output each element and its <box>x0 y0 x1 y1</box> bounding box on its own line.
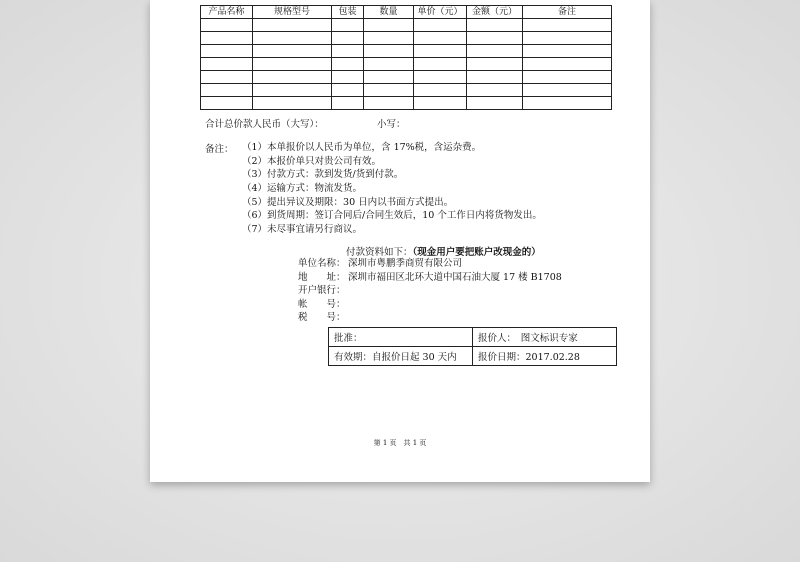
table-cell <box>414 71 467 84</box>
note-item: （6）到货周期：签订合同后/合同生效后，10 个工作日内将货物发出。 <box>242 210 542 222</box>
table-cell <box>201 97 253 110</box>
payment-tax-row <box>298 311 562 325</box>
table-cell <box>253 45 332 58</box>
table-header-cell: 规格型号 <box>253 6 332 19</box>
table-row <box>201 45 612 58</box>
table-row <box>201 58 612 71</box>
table-cell <box>201 71 253 84</box>
payment-bank-row <box>298 284 562 298</box>
table-cell <box>201 19 253 32</box>
total-label: 合计总价款人民币（大写）： <box>205 119 324 130</box>
payment-title-note: （现金用户要把账户改现金的） <box>412 247 541 258</box>
table-cell <box>201 84 253 97</box>
table-header-cell: 数量 <box>364 6 414 19</box>
total-line <box>205 116 406 130</box>
table-cell <box>332 19 364 32</box>
table-cell <box>364 45 414 58</box>
table-cell <box>253 84 332 97</box>
table-row <box>201 84 612 97</box>
table-cell <box>467 71 523 84</box>
payment-address-row <box>298 271 562 285</box>
table-cell <box>467 84 523 97</box>
table-cell <box>467 19 523 32</box>
note-item: （1）本单报价以人民币为单位，含 17%税，含运杂费。 <box>242 142 482 153</box>
table-cell <box>253 71 332 84</box>
table-cell <box>201 32 253 45</box>
table-cell <box>253 32 332 45</box>
approve-cell: 批准： <box>329 328 473 347</box>
note-item: （7）未尽事宜请另行商议。 <box>242 224 363 236</box>
notes-list <box>242 141 582 237</box>
payment-info <box>298 257 562 325</box>
note-item: （4）运输方式：物流发货。 <box>242 183 363 195</box>
bank-label: 开户银行： <box>298 285 346 296</box>
table-cell <box>364 84 414 97</box>
approval-table <box>328 327 617 366</box>
table-cell <box>414 97 467 110</box>
table-cell <box>523 58 612 71</box>
table-header-cell: 产品名称 <box>201 6 253 19</box>
payment-title <box>346 244 541 258</box>
table-cell <box>414 45 467 58</box>
table-cell <box>414 32 467 45</box>
table-cell <box>414 19 467 32</box>
table-cell <box>332 97 364 110</box>
table-cell <box>364 97 414 110</box>
payment-title-text: 付款资料如下： <box>346 247 413 258</box>
table-cell <box>201 45 253 58</box>
table-header-cell: 金额（元） <box>467 6 523 19</box>
table-cell <box>253 97 332 110</box>
table-cell <box>414 84 467 97</box>
table-cell <box>332 71 364 84</box>
payment-unit-row <box>298 257 562 271</box>
table-cell <box>364 71 414 84</box>
page-footer: 第 1 页 共 1 页 <box>373 439 427 447</box>
unit-value: 深圳市粤鹏季商贸有限公司 <box>348 258 463 269</box>
table-header-cell: 备注 <box>523 6 612 19</box>
table-cell <box>364 19 414 32</box>
table-row <box>201 32 612 45</box>
quoter-cell: 报价人： 图文标识专家 <box>473 328 617 347</box>
table-cell <box>467 45 523 58</box>
approval-row <box>329 328 617 347</box>
table-cell <box>523 97 612 110</box>
note-item: （2）本报价单只对贵公司有效。 <box>242 155 382 167</box>
table-cell <box>523 19 612 32</box>
approval-row <box>329 347 617 366</box>
account-label: 帐 号： <box>298 298 346 310</box>
table-cell <box>364 32 414 45</box>
payment-account-row <box>298 298 562 312</box>
table-header-row <box>201 6 612 19</box>
unit-label: 单位名称： <box>298 258 346 269</box>
table-cell <box>253 58 332 71</box>
table-cell <box>467 32 523 45</box>
table-row <box>201 71 612 84</box>
table-cell <box>414 58 467 71</box>
table-cell <box>364 58 414 71</box>
address-value: 深圳市福田区北环大道中国石油大厦 17 楼 B1708 <box>348 271 562 283</box>
document-page <box>150 0 650 482</box>
table-header-cell: 单价（元） <box>414 6 467 19</box>
table-cell <box>332 84 364 97</box>
table-cell <box>332 45 364 58</box>
table-cell <box>467 97 523 110</box>
table-cell <box>523 32 612 45</box>
table-header-cell: 包装 <box>332 6 364 19</box>
total-small-label: 小写： <box>377 119 406 130</box>
table-cell <box>332 58 364 71</box>
table-cell <box>253 19 332 32</box>
tax-label: 税 号： <box>298 312 346 323</box>
quote-table <box>200 5 612 110</box>
notes-label: 备注： <box>205 144 234 155</box>
table-row <box>201 19 612 32</box>
address-label: 地 址： <box>298 271 346 283</box>
table-cell <box>523 84 612 97</box>
table-cell <box>467 58 523 71</box>
note-item: （5）提出异议及期限：30 日内以书面方式提出。 <box>242 196 454 208</box>
table-cell <box>523 45 612 58</box>
table-cell <box>523 71 612 84</box>
table-cell <box>201 58 253 71</box>
table-row <box>201 97 612 110</box>
validity-cell: 有效期：自报价日起 30 天内 <box>329 347 473 366</box>
table-cell <box>332 32 364 45</box>
quote-date-cell: 报价日期：2017.02.28 <box>473 347 617 366</box>
note-item: （3）付款方式：款到发货/货到付款。 <box>242 169 404 181</box>
